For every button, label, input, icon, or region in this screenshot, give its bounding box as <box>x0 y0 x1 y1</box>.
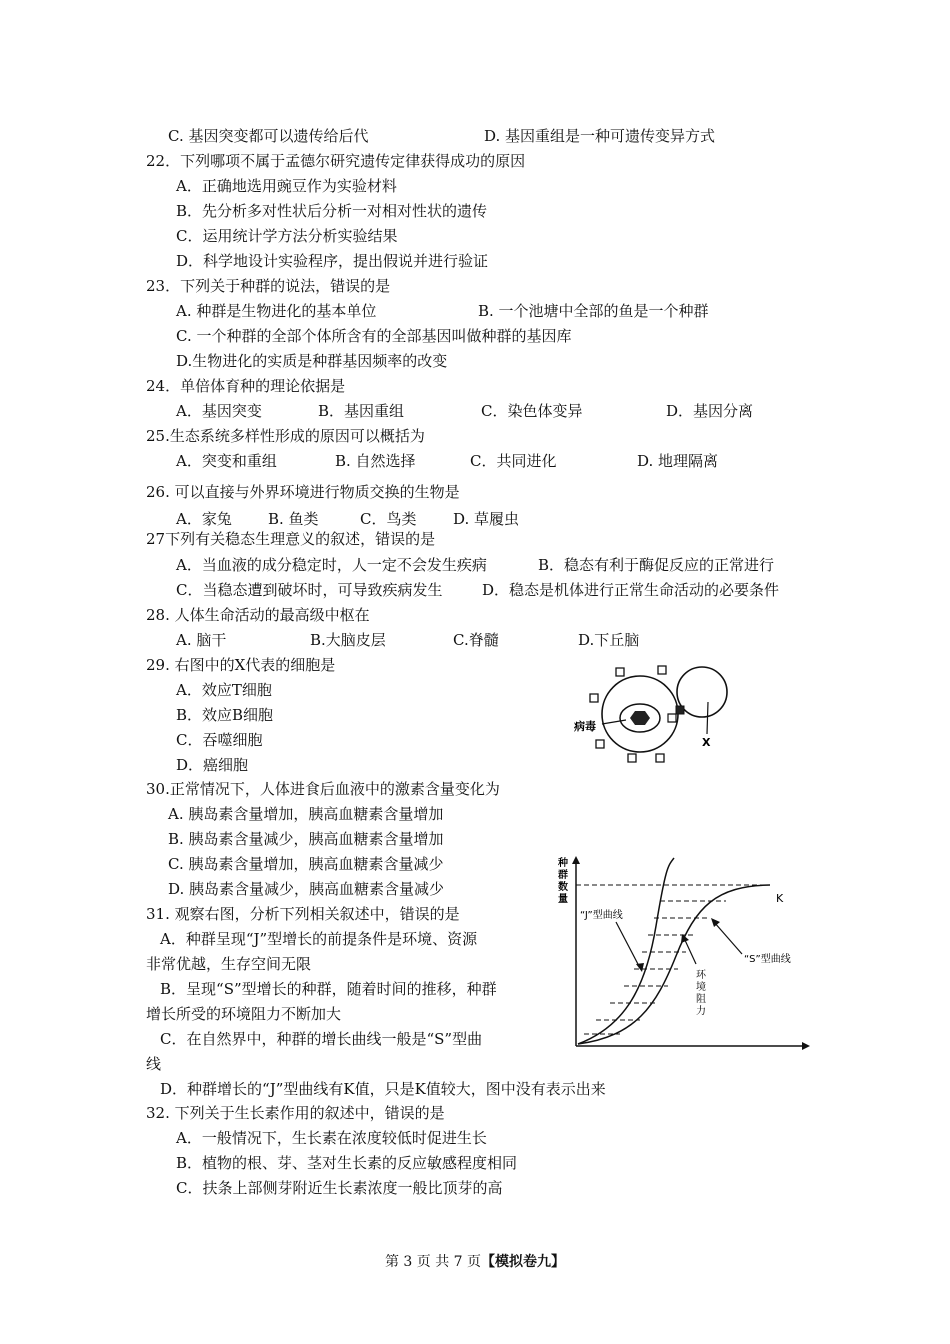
x-cell-label: X <box>702 736 711 749</box>
question-24: 24．单倍体育种的理论依据是 <box>146 377 346 395</box>
q25-option-a: A．突变和重组 <box>176 452 277 470</box>
question-22: 22．下列哪项不属于孟德尔研究遗传定律获得成功的原因 <box>146 152 526 170</box>
q30-option-a: A. 胰岛素含量增加，胰高血糖素含量增加 <box>168 805 444 823</box>
q25-option-d: D. 地理隔离 <box>637 452 719 470</box>
k-label: K <box>776 892 784 905</box>
resistance-char-2: 境 <box>696 982 706 993</box>
q31-option-d: D．种群增长的“J”型曲线有K值，只是K值较大，图中没有表示出来 <box>160 1080 606 1098</box>
q30-option-c: C. 胰岛素含量增加，胰高血糖素含量减少 <box>168 855 444 873</box>
j-curve-label: “J”型曲线 <box>580 910 623 921</box>
q28-option-b: B.大脑皮层 <box>310 631 386 649</box>
resistance-char-1: 环 <box>696 970 706 981</box>
q24-option-b: B．基因重组 <box>318 402 405 420</box>
q21-option-d: D. 基因重组是一种可遗传变异方式 <box>484 127 716 145</box>
q32-option-a: A．一般情况下，生长素在浓度较低时促进生长 <box>176 1129 487 1147</box>
q31-option-a-line1: A．种群呈现“J”型增长的前提条件是环境、资源 <box>160 930 478 948</box>
question-26: 26. 可以直接与外界环境进行物质交换的生物是 <box>146 483 460 501</box>
q22-option-a: A．正确地选用豌豆作为实验材料 <box>176 177 397 195</box>
q28-option-a: A. 脑干 <box>176 631 227 649</box>
q23-option-a: A. 种群是生物进化的基本单位 <box>176 302 377 320</box>
q21-option-c: C. 基因突变都可以遗传给后代 <box>168 127 369 145</box>
s-curve-label: “S”型曲线 <box>744 954 791 965</box>
page-number: 第 3 页 共 7 页 <box>384 1254 482 1270</box>
resistance-char-4: 力 <box>696 1006 706 1017</box>
q29-option-b: B．效应B细胞 <box>176 706 274 724</box>
q25-option-c: C．共同进化 <box>470 452 557 470</box>
q26-option-a: A．家兔 <box>176 510 232 528</box>
page-footer <box>0 1251 950 1271</box>
q29-option-a: A．效应T细胞 <box>176 681 272 699</box>
question-32: 32. 下列关于生长素作用的叙述中，错误的是 <box>146 1104 445 1122</box>
exam-title: 【模拟卷九】 <box>481 1254 566 1270</box>
q31-option-c-line2: 线 <box>146 1055 162 1073</box>
q24-option-a: A．基因突变 <box>176 402 262 420</box>
population-growth-figure <box>556 856 812 1056</box>
q31-option-b-line2: 增长所受的环境阻力不断加大 <box>146 1005 342 1023</box>
q28-option-d: D.下丘脑 <box>578 631 640 649</box>
question-25: 25.生态系统多样性形成的原因可以概括为 <box>146 427 425 445</box>
q26-option-d: D. 草履虫 <box>453 510 520 528</box>
question-30: 30.正常情况下，人体进食后血液中的激素含量变化为 <box>146 780 500 798</box>
q22-option-b: B．先分析多对性状后分析一对相对性状的遗传 <box>176 202 488 220</box>
question-28: 28. 人体生命活动的最高级中枢在 <box>146 606 370 624</box>
question-31: 31. 观察右图，分析下列相关叙述中，错误的是 <box>146 905 460 923</box>
q29-option-c: C．吞噬细胞 <box>176 731 263 749</box>
q26-option-b: B. 鱼类 <box>268 510 319 528</box>
q30-option-b: B. 胰岛素含量减少，胰高血糖素含量增加 <box>168 830 444 848</box>
q25-option-b: B. 自然选择 <box>335 452 416 470</box>
q23-option-d: D.生物进化的实质是种群基因频率的改变 <box>176 352 448 370</box>
q29-option-d: D．癌细胞 <box>176 756 249 774</box>
q27-option-a: A．当血液的成分稳定时，人一定不会发生疾病 <box>176 556 487 574</box>
y-label-char-3: 数 <box>558 882 568 893</box>
q22-option-d: D．科学地设计实验程序，提出假说并进行验证 <box>176 252 489 270</box>
q31-option-c-line1: C．在自然界中，种群的增长曲线一般是“S”型曲 <box>160 1030 483 1048</box>
q26-option-c: C．鸟类 <box>360 510 417 528</box>
question-23: 23．下列关于种群的说法，错误的是 <box>146 277 391 295</box>
q31-option-b-line1: B．呈现“S”型增长的种群，随着时间的推移，种群 <box>160 980 497 998</box>
q32-option-b: B．植物的根、芽、茎对生长素的反应敏感程度相同 <box>176 1154 518 1172</box>
q27-option-d: D．稳态是机体进行正常生命活动的必要条件 <box>482 581 780 599</box>
q30-option-d: D. 胰岛素含量减少，胰高血糖素含量减少 <box>168 880 445 898</box>
q31-option-a-line2: 非常优越，生存空间无限 <box>146 955 312 973</box>
virus-label: 病毒 <box>574 720 596 733</box>
immune-cell-figure <box>572 662 752 772</box>
question-29: 29. 右图中的X代表的细胞是 <box>146 656 336 674</box>
question-27: 27下列有关稳态生理意义的叙述，错误的是 <box>146 530 436 548</box>
q22-option-c: C．运用统计学方法分析实验结果 <box>176 227 398 245</box>
y-label-char-4: 量 <box>558 894 568 905</box>
q24-option-d: D．基因分离 <box>666 402 754 420</box>
y-label-char-2: 群 <box>558 870 568 881</box>
q24-option-c: C．染色体变异 <box>481 402 583 420</box>
q27-option-c: C．当稳态遭到破坏时，可导致疾病发生 <box>176 581 443 599</box>
resistance-char-3: 阻 <box>696 994 706 1005</box>
q23-option-c: C. 一个种群的全部个体所含有的全部基因叫做种群的基因库 <box>176 327 572 345</box>
q32-option-c: C．扶条上部侧芽附近生长素浓度一般比顶芽的高 <box>176 1179 503 1197</box>
q27-option-b: B．稳态有利于酶促反应的正常进行 <box>538 556 775 574</box>
y-label-char-1: 种 <box>558 858 568 869</box>
q28-option-c: C.脊髓 <box>453 631 499 649</box>
q23-option-b: B. 一个池塘中全部的鱼是一个种群 <box>478 302 709 320</box>
